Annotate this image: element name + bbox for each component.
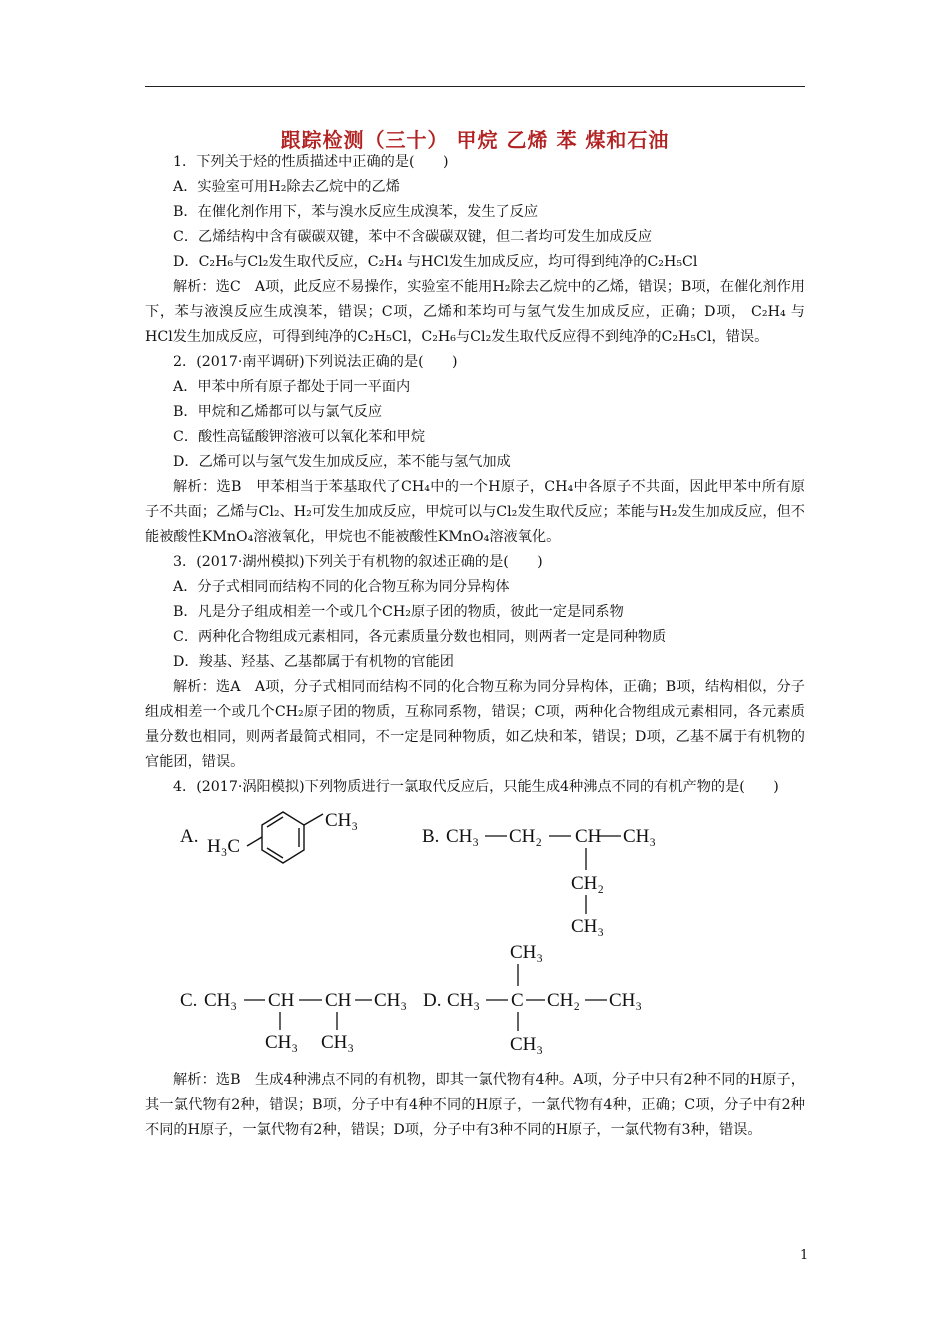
b-c2: CH₂ <box>509 826 543 847</box>
option: C．两种化合物组成元素相同，各元素质量分数也相同，则两者一定是同种物质 <box>173 629 667 645</box>
b-c3: CH <box>575 826 602 847</box>
c-c2: CH <box>268 990 295 1011</box>
header-rule <box>145 86 805 87</box>
question-stem: 4．(2017·涡阳模拟)下列物质进行一氯取代反应后，只能生成4种沸点不同的有机产物的是( ) <box>173 779 779 795</box>
d-top: CH₃ <box>510 942 544 963</box>
label-a: A. <box>180 826 199 847</box>
option: D．C₂H₆与Cl₂发生取代反应，C₂H₄ 与HCl发生加成反应，均可得到纯净的C₂H₅Cl <box>173 254 698 270</box>
option: A．甲苯中所有原子都处于同一平面内 <box>173 379 411 395</box>
c-c4: CH₃ <box>374 990 408 1011</box>
b-c1: CH₃ <box>446 826 480 847</box>
b-branch-2: CH₃ <box>571 916 605 937</box>
analysis: 解析：选B 甲苯相当于苯基取代了CH₄中的一个H原子，CH₄中各原子不共面，因此甲苯中所有原子不共面；乙烯与Cl₂、H₂可发生加成反应，甲烷可以与Cl₂发生取代反应；苯能与H₂发生加成反应，但不能被酸性KMnO₄溶液氧化，甲烷也不能被酸性KMnO₄溶液氧化。 <box>145 479 805 545</box>
b-branch-1: CH₂ <box>571 873 605 894</box>
d-bottom: CH₃ <box>510 1034 544 1055</box>
structure-diagram <box>165 806 805 1064</box>
label-c: C. <box>180 990 198 1011</box>
option: C．乙烯结构中含有碳碳双键，苯中不含碳碳双键，但二者均可发生加成反应 <box>173 229 653 245</box>
label-d: D. <box>423 990 442 1011</box>
d-c2: C <box>511 990 524 1011</box>
d-c1: CH₃ <box>447 990 481 1011</box>
option: D．乙烯可以与氢气发生加成反应，苯不能与氢气加成 <box>173 454 511 470</box>
page-title: 跟踪检测（三十） 甲烷 乙烯 苯 煤和石油 <box>280 128 670 152</box>
c-c1: CH₃ <box>204 990 238 1011</box>
a-left-group: H₃C <box>207 836 241 857</box>
benzene-ring-icon <box>247 812 323 863</box>
b-c4: CH₃ <box>623 826 657 847</box>
option: A．实验室可用H₂除去乙烷中的乙烯 <box>173 179 400 195</box>
question-stem: 3．(2017·湖州模拟)下列关于有机物的叙述正确的是( ) <box>173 554 543 570</box>
c-c3: CH <box>325 990 352 1011</box>
option: B．在催化剂作用下，苯与溴水反应生成溴苯，发生了反应 <box>173 204 539 220</box>
c-bonds <box>244 1000 372 1030</box>
analysis: 解析：选A A项，分子式相同而结构不同的化合物互称为同分异构体，正确；B项，结构相似，分子组成相差一个或几个CH₂原子团的物质，互称同系物，错误；C项，两种化合物组成元素相同，各元素质量分数也相同，则两者最简式相同，不一定是同种物质，如乙炔和苯，错误；D项，乙基不属于有机物的官能团，错误。 <box>145 679 805 770</box>
option: D．羧基、羟基、乙基都属于有机物的官能团 <box>173 654 454 670</box>
a-right-group: CH₃ <box>325 810 359 831</box>
c-branch-1: CH₃ <box>265 1032 299 1053</box>
c-branch-2: CH₃ <box>321 1032 355 1053</box>
d-c4: CH₃ <box>609 990 643 1011</box>
option: C．酸性高锰酸钾溶液可以氧化苯和甲烷 <box>173 429 426 445</box>
label-b: B. <box>422 826 440 847</box>
document-body <box>145 150 805 1143</box>
analysis: 解析：选C A项，此反应不易操作，实验室不能用H₂除去乙烷中的乙烯，错误；B项，在催化剂作用下，苯与液溴反应生成溴苯，错误；C项，乙烯和苯均可与氢气发生加成反应，正确；D项， C₂H₄ 与HCl发生加成反应，可得到纯净的C₂H₅Cl，C₂H₆与Cl₂发生取代反应得不到纯净的C₂H₅Cl，错误。 <box>145 279 805 345</box>
d-c3: CH₂ <box>547 990 581 1011</box>
analysis: 解析：选B 生成4种沸点不同的有机物，即其一氯代物有4种。A项，分子中只有2种不同的H原子，其一氯代物有2种，错误；B项，分子中有4种不同的H原子，一氯代物有4种，正确；C项，分子中有2种不同的H原子，一氯代物有2种，错误；D项，分子中有3种不同的H原子，一氯代物有3种，错误。 <box>145 1072 805 1138</box>
structural-formulas <box>145 806 805 1064</box>
option: B．甲烷和乙烯都可以与氯气反应 <box>173 404 383 420</box>
page-number: 1 <box>800 1248 809 1263</box>
question-stem: 2．(2017·南平调研)下列说法正确的是( ) <box>173 354 458 370</box>
question-stem: 1．下列关于烃的性质描述中正确的是( ) <box>173 154 449 170</box>
option: B．凡是分子组成相差一个或几个CH₂原子团的物质，彼此一定是同系物 <box>173 604 624 620</box>
option: A．分子式相同而结构不同的化合物互称为同分异构体 <box>173 579 510 595</box>
